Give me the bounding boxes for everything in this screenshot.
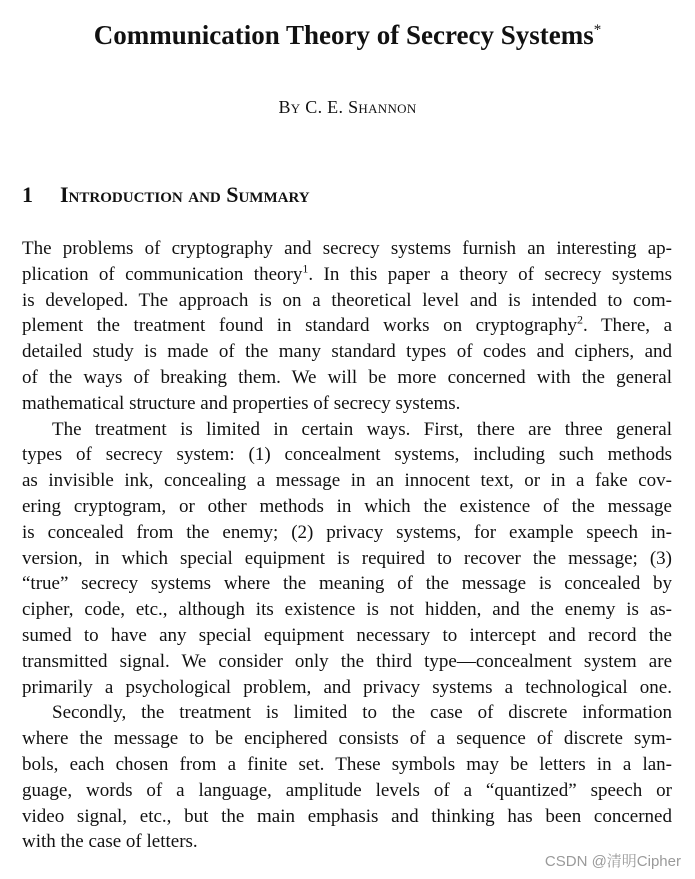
text-line: ering cryptogram, or other methods in which the existence of the message (22, 495, 672, 517)
section-title: Introduction and Summary (60, 182, 310, 207)
text-line: as invisible ink, concealing a message in an innocent text, or in a fake cov- (22, 470, 672, 492)
text-line: where the message to be enciphered consists of a sequence of discrete sym- (22, 728, 672, 750)
text-line: video signal, etc., but the main emphasis and thinking has been concerned (22, 805, 672, 827)
text-line: sumed to have any special equipment necessary to intercept and record the (22, 624, 672, 646)
text-fragment: . In this paper a theory of secrecy systems (308, 263, 672, 285)
text-line: Secondly, the treatment is limited to the case of discrete information (52, 702, 672, 724)
text-line: with the case of letters. (22, 831, 198, 853)
text-fragment: plement the treatment found in standard works on cryptography (22, 315, 577, 337)
text-line: types of secrecy system: (1) concealment systems, including such methods (22, 444, 672, 466)
text-line: bols, each chosen from a finite set. These symbols may be letters in a lan- (22, 753, 672, 775)
paragraph-2 (22, 417, 672, 701)
text-fragment: . There, a (582, 315, 673, 337)
author-line (0, 97, 695, 118)
section-number: 1 (22, 182, 33, 207)
author-name: C. E. Shannon (305, 97, 417, 117)
watermark: CSDN @清明Cipher (544, 853, 681, 870)
text-line (22, 313, 672, 339)
text-line: is concealed from the enemy; (2) privacy systems, for example speech in- (22, 521, 672, 543)
section-heading (22, 182, 310, 208)
author-prefix: By (278, 97, 301, 117)
paragraph-3 (22, 700, 672, 855)
text-fragment: plication of communication theory (22, 263, 303, 285)
text-line: guage, words of a language, amplitude levels of a “quantized” speech or (22, 779, 672, 801)
text-line: “true” secrecy systems where the meaning of the message is concealed by (22, 573, 672, 595)
text-line: transmitted signal. We consider only the third type—concealment system are (22, 650, 672, 672)
text-line: cipher, code, etc., although its existence is not hidden, and the enemy is as- (22, 599, 672, 621)
title-footnote-mark: * (593, 22, 602, 38)
text-line: primarily a psychological problem, and privacy systems a technological one. (22, 676, 672, 698)
text-line: version, in which special equipment is required to recover the message; (3) (22, 547, 672, 569)
text-line: The problems of cryptography and secrecy systems furnish an interesting ap- (22, 238, 672, 259)
footnote-ref[interactable]: 1 (302, 261, 309, 276)
paragraph-1 (22, 236, 672, 417)
text-line: The treatment is limited in certain ways. First, there are three general (52, 418, 672, 440)
text-line (22, 262, 672, 288)
title-text: Communication Theory of Secrecy Systems (93, 20, 594, 50)
text-line: detailed study is made of the many standard types of codes and ciphers, and (22, 341, 672, 363)
text-line: mathematical structure and properties of secrecy systems. (22, 392, 461, 414)
paper-title (0, 20, 695, 51)
footnote-ref[interactable]: 2 (576, 313, 583, 328)
text-line: of the ways of breaking them. We will be more concerned with the general (22, 366, 672, 388)
body-text (22, 236, 672, 855)
text-line: is developed. The approach is on a theoretical level and is intended to com- (22, 289, 672, 311)
